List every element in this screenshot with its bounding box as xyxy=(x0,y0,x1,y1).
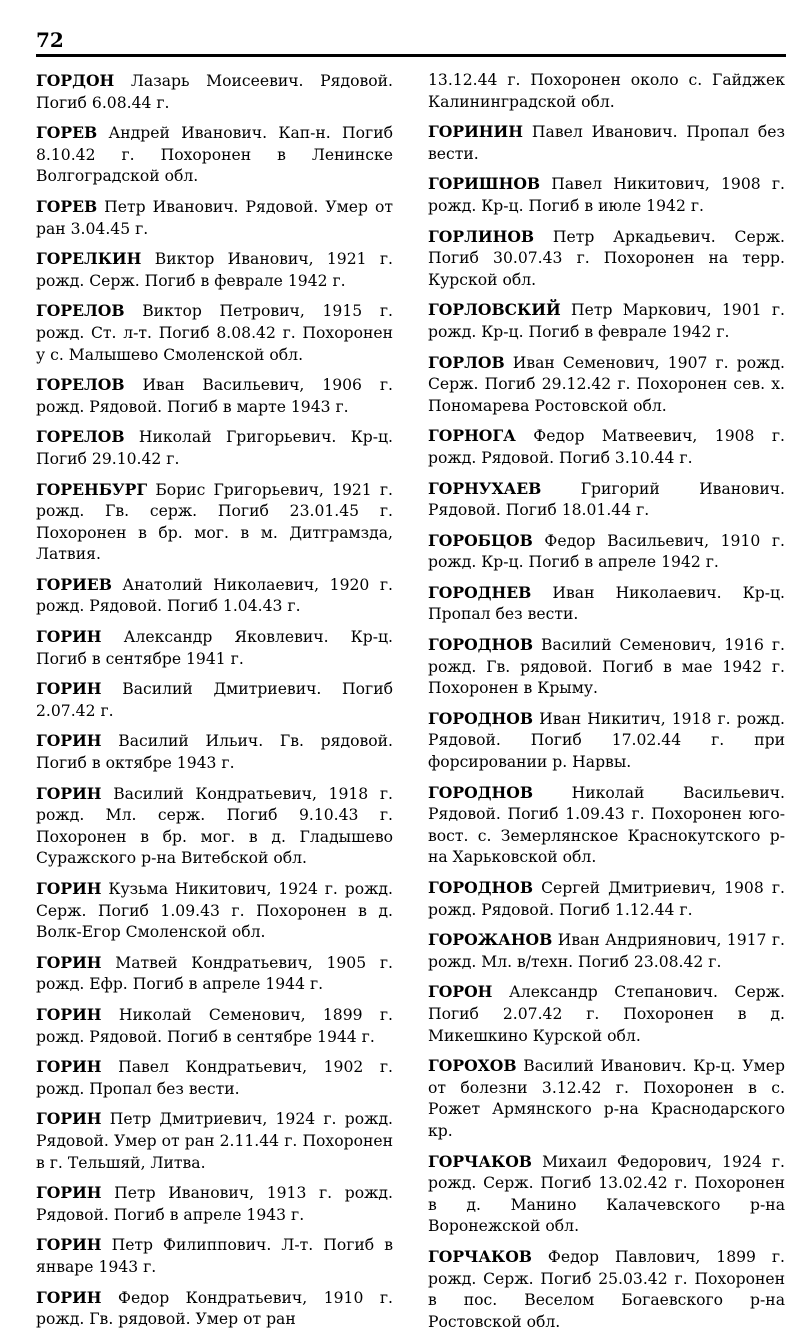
memorial-entry xyxy=(428,121,785,165)
memorial-entry xyxy=(428,478,785,522)
entry-details: Федор Васильевич, 1910 г. рожд. Кр-ц. Погиб в апреле 1942 г. xyxy=(428,531,785,572)
memorial-entry xyxy=(36,1004,393,1048)
entry-surname: ГОРЕЛКИН xyxy=(36,249,142,269)
memorial-entry xyxy=(428,425,785,469)
entry-details: Николай Васильевич. Рядовой. Погиб 1.09.43 г. Похоронен юго-вост. с. Земерлянское Краснокутского р-на Харьковской обл. xyxy=(428,783,785,867)
memorial-entry xyxy=(36,783,393,870)
entry-details: Федор Матвеевич, 1908 г. рожд. Рядовой. Погиб 3.10.44 г. xyxy=(428,427,785,467)
entry-details: Павел Иванович. Пропал без вести. xyxy=(428,123,785,163)
memorial-entry xyxy=(36,70,393,114)
entry-surname: ГОРОДНОВ xyxy=(428,635,534,655)
memorial-entry xyxy=(36,374,393,418)
memorial-entry xyxy=(428,226,785,292)
entry-surname: ГОРДОН xyxy=(36,71,115,90)
entry-details: Кузьма Никитович, 1924 г. рожд. Серж. Погиб 1.09.43 г. Похоронен в д. Волк-Егор Смоленской обл. xyxy=(36,880,393,942)
entry-surname: ГОРИН xyxy=(36,1183,102,1203)
entry-surname: ГОРОБЦОВ xyxy=(428,530,533,550)
entry-details: Иван Николаевич. Кр-ц. Пропал без вести. xyxy=(428,583,785,624)
memorial-entry xyxy=(36,878,393,944)
memorial-entry xyxy=(428,1151,785,1238)
entry-surname: ГОРИН xyxy=(36,1109,102,1129)
entry-details: Петр Иванович, 1913 г. рожд. Рядовой. Погиб в апреле 1943 г. xyxy=(36,1184,393,1224)
entry-surname: ГОРИН xyxy=(36,783,102,803)
entry-details: Петр Маркович, 1901 г. рожд. Кр-ц. Погиб в феврале 1942 г. xyxy=(428,301,785,341)
entry-details: Василий Иванович. Кр-ц. Умер от болезни 3.12.42 г. Похоронен в с. Рожет Армянского р-на Краснодарского кр. xyxy=(428,1057,785,1140)
entry-surname: ГОРОХОВ xyxy=(428,1056,517,1076)
entry-details: Василий Кондратьевич, 1918 г. рожд. Мл. серж. Погиб 9.10.43 г. Похоронен в бр. мог. в д. Гладышево Суражского р-на Витебской обл. xyxy=(36,784,393,868)
entry-details: Анатолий Николаевич, 1920 г. рожд. Рядовой. Погиб 1.04.43 г. xyxy=(36,575,393,616)
entry-surname: ГОРОДНЕВ xyxy=(428,582,532,602)
entry-details: Петр Иванович. Рядовой. Умер от ран 3.04.45 г. xyxy=(36,197,393,238)
entry-details: Павел Кондратьевич, 1902 г. рожд. Пропал без вести. xyxy=(36,1058,393,1098)
entry-surname: ГОРЕЛОВ xyxy=(36,375,125,395)
memorial-entry xyxy=(36,952,393,996)
entry-surname: ГОРОДНОВ xyxy=(428,708,534,728)
entry-surname: ГОРОН xyxy=(428,982,493,1002)
memorial-entry xyxy=(36,196,393,240)
left-column xyxy=(36,70,393,1339)
memorial-entry xyxy=(428,708,785,774)
entry-details: Иван Никитич, 1918 г. рожд. Рядовой. Погиб 17.02.44 г. при форсировании р. Нарвы. xyxy=(428,709,785,772)
memorial-entry xyxy=(36,574,393,618)
memorial-entry xyxy=(36,1108,393,1174)
entry-surname: ГОРЛОВ xyxy=(428,352,505,372)
entry-surname: ГОРНОГА xyxy=(428,426,516,446)
entry-surname: ГОРИН xyxy=(36,1287,102,1307)
entry-details: Федор Павлович, 1899 г. рожд. Серж. Погиб 25.03.42 г. Похоронен в пос. Веселом Богаевского р-на Ростовской обл. xyxy=(428,1247,785,1331)
entry-surname: ГОРЧАКОВ xyxy=(428,1246,532,1266)
entry-surname: ГОРИН xyxy=(36,952,102,972)
entry-details: Андрей Иванович. Кап-н. Погиб 8.10.42 г. Похоронен в Ленинске Волгоградской обл. xyxy=(36,124,393,186)
memorial-entry xyxy=(428,530,785,574)
memorial-entry xyxy=(428,634,785,700)
memorial-entry xyxy=(428,582,785,626)
header-rule xyxy=(36,54,786,57)
entry-surname: ГОРЧАКОВ xyxy=(428,1151,532,1171)
entry-details: Иван Семенович, 1907 г. рожд. Серж. Погиб 29.12.42 г. Похоронен сев. х. Пономарева Ростовской обл. xyxy=(428,353,785,415)
entry-details: 13.12.44 г. Похоронен около с. Гайджек Калининградской обл. xyxy=(428,71,785,111)
entry-surname: ГОРЕЛОВ xyxy=(36,301,125,321)
entry-surname: ГОРНУХАЕВ xyxy=(428,478,542,498)
memorial-entry xyxy=(36,122,393,188)
memorial-entry xyxy=(36,1182,393,1226)
entry-surname: ГОРИН xyxy=(36,1057,102,1077)
memorial-entry xyxy=(428,299,785,343)
entry-details: Павел Никитович, 1908 г. рожд. Кр-ц. Погиб в июле 1942 г. xyxy=(428,175,785,215)
memorial-entry xyxy=(36,730,393,774)
entry-surname: ГОРИН xyxy=(36,879,102,898)
memorial-entry xyxy=(36,426,393,470)
entry-details: Александр Степанович. Серж. Погиб 2.07.42 г. Похоронен в д. Микешкино Курской обл. xyxy=(428,983,785,1045)
entry-details: Василий Семенович, 1916 г. рожд. Гв. рядовой. Погиб в мае 1942 г. Похоронен в Крыму. xyxy=(428,636,785,698)
memorial-entry xyxy=(428,352,785,418)
memorial-entry xyxy=(428,782,785,869)
entry-surname: ГОРЕВ xyxy=(36,123,98,143)
entry-details: Матвей Кондратьевич, 1905 г. рожд. Ефр. Погиб в апреле 1944 г. xyxy=(36,953,393,994)
entry-surname: ГОРЕНБУРГ xyxy=(36,479,148,499)
entry-details: Василий Ильич. Гв. рядовой. Погиб в октябре 1943 г. xyxy=(36,732,393,773)
entry-details: Петр Аркадьевич. Серж. Погиб 30.07.43 г. Похоронен на терр. Курской обл. xyxy=(428,227,785,289)
memorial-entry xyxy=(36,479,393,566)
entry-details: Петр Дмитриевич, 1924 г. рожд. Рядовой. Умер от ран 2.11.44 г. Похоронен в г. Тельшяй, Литва. xyxy=(36,1110,393,1172)
entry-surname: ГОРЕЛОВ xyxy=(36,427,125,447)
entry-details: Михаил Федорович, 1924 г. рожд. Серж. Погиб 13.02.42 г. Похоронен в д. Манино Калачевского р-на Воронежской обл. xyxy=(428,1152,785,1236)
entry-surname: ГОРИЕВ xyxy=(36,574,112,594)
entry-details: Виктор Иванович, 1921 г. рожд. Серж. Погиб в феврале 1942 г. xyxy=(36,250,393,290)
entry-details: Лазарь Моисеевич. Рядовой. Погиб 6.08.44 г. xyxy=(36,72,393,112)
entry-surname: ГОРЛОВСКИЙ xyxy=(428,300,561,320)
memorial-entry xyxy=(36,1287,393,1331)
memorial-entry xyxy=(36,1234,393,1278)
entry-details: Василий Дмитриевич. Погиб 2.07.42 г. xyxy=(36,680,393,720)
memorial-entry xyxy=(428,173,785,217)
entry-details: Федор Кондратьевич, 1910 г. рожд. Гв. рядовой. Умер от ран xyxy=(36,1288,393,1329)
memorial-entry xyxy=(36,300,393,366)
entry-surname: ГОРИН xyxy=(36,731,102,751)
entry-surname: ГОРОДНОВ xyxy=(428,878,534,897)
memorial-entry xyxy=(36,626,393,670)
right-column xyxy=(428,70,785,1341)
memorial-entry xyxy=(428,1055,785,1142)
memorial-entry xyxy=(428,1246,785,1333)
entry-surname: ГОРИН xyxy=(36,1235,102,1255)
entry-surname: ГОРОЖАНОВ xyxy=(428,930,553,950)
entry-surname: ГОРОДНОВ xyxy=(428,782,534,802)
page-number: 72 xyxy=(36,28,64,52)
entry-details: Николай Григорьевич. Кр-ц. Погиб 29.10.42 г. xyxy=(36,428,393,468)
entry-details: Борис Григорьевич, 1921 г. рожд. Гв. серж. Погиб 23.01.45 г. Похоронен в бр. мог. в м. Дитграмзда, Латвия. xyxy=(36,480,393,564)
entry-surname: ГОРЛИНОВ xyxy=(428,226,535,246)
memorial-entry xyxy=(428,929,785,973)
memorial-entry xyxy=(36,1056,393,1100)
memorial-entry xyxy=(36,678,393,722)
memorial-entry xyxy=(428,70,785,113)
entry-details: Виктор Петрович, 1915 г. рожд. Ст. л-т. Погиб 8.08.42 г. Похоронен у с. Малышево Смоленской обл. xyxy=(36,302,393,364)
entry-details: Иван Васильевич, 1906 г. рожд. Рядовой. Погиб в марте 1943 г. xyxy=(36,376,393,416)
entry-surname: ГОРЕВ xyxy=(36,196,98,216)
entry-details: Николай Семенович, 1899 г. рожд. Рядовой. Погиб в сентябре 1944 г. xyxy=(36,1005,393,1046)
memorial-entry xyxy=(428,877,785,921)
entry-details: Григорий Иванович. Рядовой. Погиб 18.01.44 г. xyxy=(428,479,785,520)
memorial-entry xyxy=(428,981,785,1047)
entry-surname: ГОРИН xyxy=(36,1004,102,1024)
entry-surname: ГОРИН xyxy=(36,627,102,647)
entry-details: Иван Андриянович, 1917 г. рожд. Мл. в/техн. Погиб 23.08.42 г. xyxy=(428,931,785,971)
entry-details: Сергей Дмитриевич, 1908 г. рожд. Рядовой. Погиб 1.12.44 г. xyxy=(428,879,785,919)
entry-surname: ГОРИШНОВ xyxy=(428,174,541,194)
entry-surname: ГОРИНИН xyxy=(428,122,524,142)
entry-details: Петр Филиппович. Л-т. Погиб в январе 1943 г. xyxy=(36,1236,393,1276)
entry-details: Александр Яковлевич. Кр-ц. Погиб в сентябре 1941 г. xyxy=(36,628,393,668)
memorial-entry xyxy=(36,248,393,292)
entry-surname: ГОРИН xyxy=(36,679,102,699)
